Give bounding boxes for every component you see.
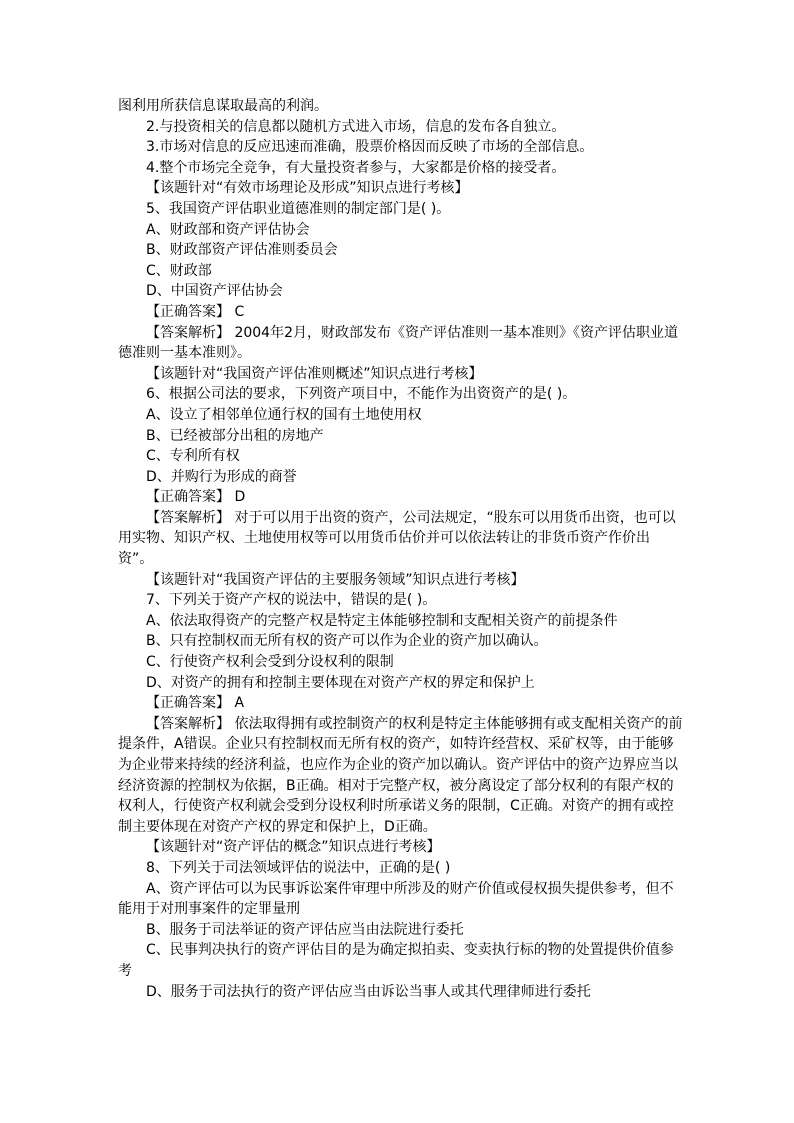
option-b: B、财政部资产评估准则委员会 — [146, 242, 338, 259]
option-c: C、财政部 — [146, 262, 212, 279]
prev-question-note: 【该题针对“有效市场理论及形成”知识点进行考核】 — [146, 180, 469, 197]
question-7 — [118, 590, 684, 858]
correct-answer: 【正确答案】 C — [146, 303, 245, 320]
answer-analysis: 【答案解析】 依法取得拥有或控制资产的权利是特定主体能够拥有或支配相关资产的前提条件，A错误。企业只有控制权而无所有权的资产，如特许经营权、采矿权等，由于能够为企业带来持续的经济利益，也应作为企业的资产加以确认。资产评估中的资产边界应当以经济资源的控制权为依据，B正确。相对于完整产权，被分离设定了部分权利的有限产权的权利人，行使资产权利就会受到分设权利时所承诺义务的限制，C正确。对资产的拥有或控制主要体现在对资产产权的界定和保护上，D正确。 — [118, 715, 683, 835]
correct-answer: 【正确答案】 D — [146, 489, 246, 506]
condition-4: 4.整个市场完全竞争，有大量投资者参与，大家都是价格的接受者。 — [146, 159, 566, 176]
condition-2: 2.与投资相关的信息都以随机方式进入市场，信息的发布各自独立。 — [146, 118, 566, 135]
option-a: A、财政部和资产评估协会 — [146, 221, 310, 238]
answer-analysis: 【答案解析】 对于可以用于出资的资产，公司法规定，“股东可以用货币出资，也可以用实物、知识产权、土地使用权等可以用货币估价并可以依法转让的非货币资产作价出资”。 — [118, 509, 676, 568]
option-d: D、对资产的拥有和控制主要体现在对资产产权的界定和保护上 — [146, 674, 535, 691]
option-d: D、服务于司法执行的资产评估应当由诉讼当事人或其代理律师进行委托 — [146, 983, 591, 1000]
condition-3: 3.市场对信息的反应迅速而准确，股票价格因而反映了市场的全部信息。 — [146, 139, 594, 156]
option-d: D、并购行为形成的商誉 — [146, 468, 297, 485]
knowledge-note: 【该题针对“资产评估的概念”知识点进行考核】 — [146, 839, 441, 856]
question-stem: 8、下列关于司法领域评估的说法中，正确的是( ) — [146, 859, 451, 876]
intro-tail: 图利用所获信息谋取最高的利润。 — [118, 98, 328, 114]
option-c: C、民事判决执行的资产评估目的是为确定拟拍卖、变卖执行标的物的处置提供价值参考 — [118, 942, 674, 979]
correct-answer: 【正确答案】 A — [146, 695, 245, 712]
question-8 — [118, 858, 684, 1002]
option-b: B、只有控制权而无所有权的资产可以作为企业的资产加以确认。 — [146, 633, 548, 650]
option-b: B、服务于司法举证的资产评估应当由法院进行委托 — [146, 921, 464, 938]
question-5 — [118, 199, 684, 384]
question-stem: 6、根据公司法的要求，下列资产项目中，不能作为出资资产的是( )。 — [146, 386, 577, 403]
knowledge-note: 【该题针对“我国资产评估准则概述”知识点进行考核】 — [146, 365, 483, 382]
question-stem: 5、我国资产评估职业道德准则的制定部门是( )。 — [146, 200, 451, 217]
option-a: A、设立了相邻单位通行权的国有土地使用权 — [146, 406, 422, 423]
option-d: D、中国资产评估协会 — [146, 283, 283, 300]
question-6 — [118, 384, 684, 590]
answer-analysis: 【答案解析】 2004年2月，财政部发布《资产评估准则一基本准则》《资产评估职业道德准则一基本准则》。 — [118, 324, 678, 362]
question-stem: 7、下列关于资产产权的说法中，错误的是( )。 — [146, 592, 437, 609]
option-b: B、已经被部分出租的房地产 — [146, 427, 324, 444]
option-a: A、资产评估可以为民事诉讼案件审理中所涉及的财产价值或侵权损失提供参考，但不能用于对刑事案件的定罪量刑 — [118, 880, 674, 918]
option-c: C、专利所有权 — [146, 448, 240, 465]
option-a: A、依法取得资产的完整产权是特定主体能够控制和支配相关资产的前提条件 — [146, 612, 618, 629]
knowledge-note: 【该题针对“我国资产评估的主要服务领域”知识点进行考核】 — [146, 571, 525, 588]
option-c: C、行使资产权利会受到分设权利的限制 — [146, 654, 394, 671]
